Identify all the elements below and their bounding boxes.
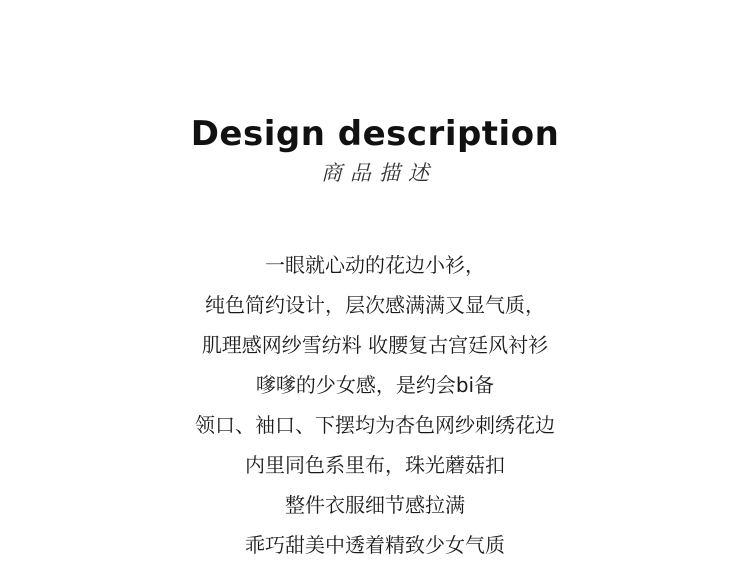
description-line: 肌理感网纱雪纺料 收腰复古宫廷风衬衫 (201, 333, 549, 357)
section-title: Design description (190, 114, 560, 154)
description-line: 乖巧甜美中透着精致少女气质 (245, 533, 505, 557)
description-line: 内里同色系里布，珠光蘑菇扣 (245, 453, 505, 477)
description-line: 纯色简约设计，层次感满满又显气质， (205, 293, 545, 317)
description-line: 整件衣服细节感拉满 (285, 493, 465, 517)
description-line: 一眼就心动的花边小衫， (265, 253, 485, 277)
description-line: 领口、袖口、下摆均为杏色网纱刺绣花边 (195, 413, 555, 437)
section-subtitle: 商品描述 (321, 161, 437, 185)
description-list (0, 245, 750, 565)
description-line: 嗲嗲的少女感，是约会bi备 (255, 373, 495, 397)
